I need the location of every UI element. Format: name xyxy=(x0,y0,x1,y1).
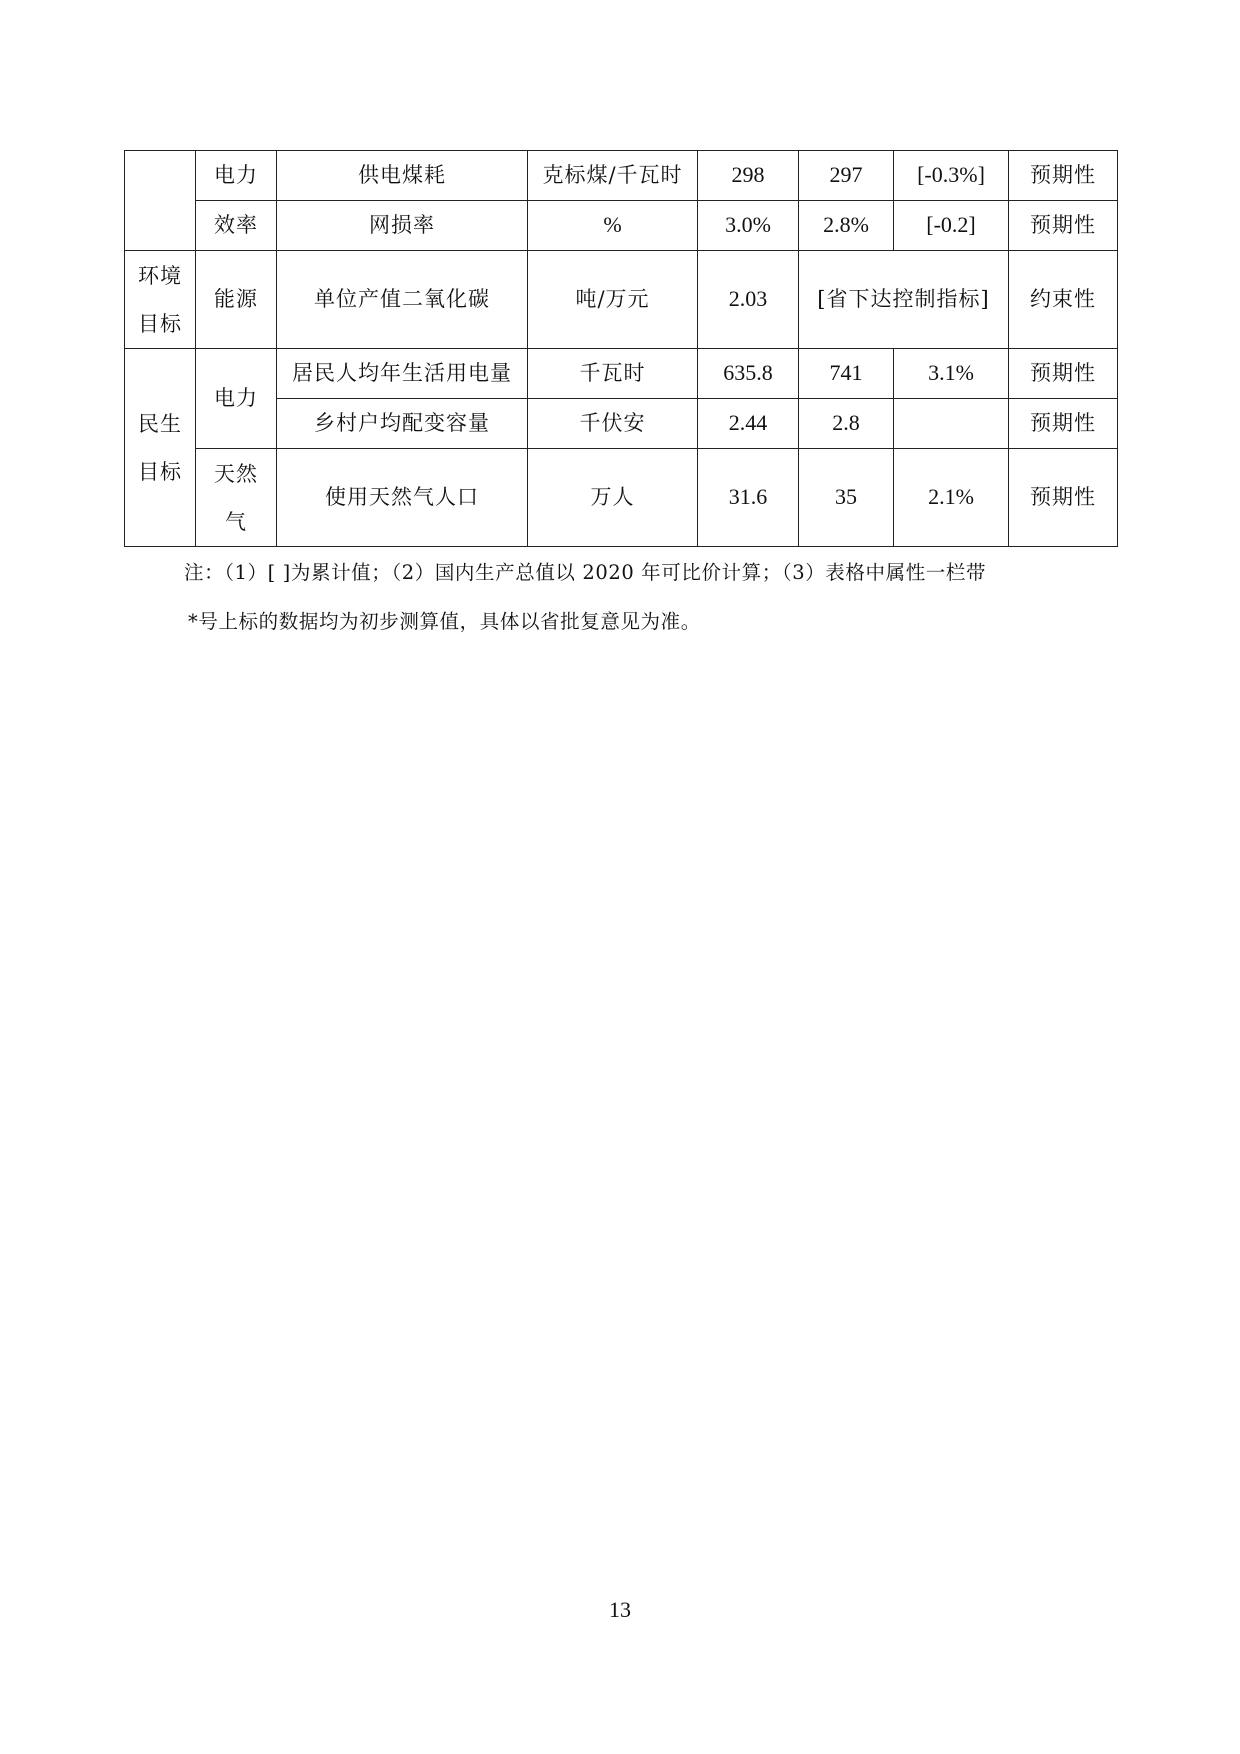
page-number: 13 xyxy=(609,1597,631,1622)
unit-cell: 千瓦时 xyxy=(528,349,698,399)
table-row xyxy=(125,201,1118,251)
attribute-cell: 预期性 xyxy=(1009,349,1118,399)
attribute-cell: 预期性 xyxy=(1009,449,1118,547)
field-cell: 效率 xyxy=(196,201,277,251)
attribute-cell: 预期性 xyxy=(1009,201,1118,251)
field-cell xyxy=(196,449,277,547)
table-note-line-2: *号上标的数据均为初步测算值，具体以省批复意见为准。 xyxy=(188,610,701,633)
growth-cell xyxy=(894,399,1009,449)
base-value-cell: 3.0% xyxy=(698,201,799,251)
category-line: 目标 xyxy=(138,459,182,484)
indicator-cell: 单位产值二氧化碳 xyxy=(277,251,528,349)
attribute-cell: 预期性 xyxy=(1009,399,1118,449)
indicator-cell: 网损率 xyxy=(277,201,528,251)
target-value-cell: 2.8% xyxy=(799,201,894,251)
attribute-cell: 约束性 xyxy=(1009,251,1118,349)
category-line: 目标 xyxy=(138,311,182,336)
unit-cell: 万人 xyxy=(528,449,698,547)
table-row xyxy=(125,151,1118,201)
target-value-cell: 741 xyxy=(799,349,894,399)
indicator-cell: 居民人均年生活用电量 xyxy=(277,349,528,399)
indicator-table xyxy=(124,150,1118,547)
category-cell-empty xyxy=(125,151,196,251)
attribute-cell: 预期性 xyxy=(1009,151,1118,201)
unit-cell: % xyxy=(528,201,698,251)
table-row xyxy=(125,349,1118,399)
base-value-cell: 2.44 xyxy=(698,399,799,449)
target-value-cell: 2.8 xyxy=(799,399,894,449)
field-cell: 电力 xyxy=(196,349,277,449)
growth-cell: [-0.2] xyxy=(894,201,1009,251)
field-cell: 电力 xyxy=(196,151,277,201)
unit-cell: 千伏安 xyxy=(528,399,698,449)
base-value-cell: 635.8 xyxy=(698,349,799,399)
indicator-cell: 使用天然气人口 xyxy=(277,449,528,547)
table-row xyxy=(125,251,1118,349)
field-cell: 能源 xyxy=(196,251,277,349)
base-value-cell: 298 xyxy=(698,151,799,201)
growth-cell: 2.1% xyxy=(894,449,1009,547)
field-line: 天然 xyxy=(214,461,258,486)
category-cell xyxy=(125,251,196,349)
unit-cell: 吨/万元 xyxy=(528,251,698,349)
target-value-cell: 35 xyxy=(799,449,894,547)
base-value-cell: 2.03 xyxy=(698,251,799,349)
growth-cell: 3.1% xyxy=(894,349,1009,399)
indicator-cell: 供电煤耗 xyxy=(277,151,528,201)
indicator-cell: 乡村户均配变容量 xyxy=(277,399,528,449)
base-value-cell: 31.6 xyxy=(698,449,799,547)
table-row xyxy=(125,449,1118,547)
category-line: 民生 xyxy=(138,411,182,436)
table-note-line-1: 注：（1）[ ]为累计值；（2）国内生产总值以 2020 年可比价计算；（3）表格中属性一栏带 xyxy=(184,561,987,584)
unit-cell: 克标煤/千瓦时 xyxy=(528,151,698,201)
growth-cell: [-0.3%] xyxy=(894,151,1009,201)
category-line: 环境 xyxy=(138,263,182,288)
category-cell xyxy=(125,349,196,547)
target-merged-cell: [省下达控制指标] xyxy=(799,251,1009,349)
target-value-cell: 297 xyxy=(799,151,894,201)
field-line: 气 xyxy=(225,509,247,534)
